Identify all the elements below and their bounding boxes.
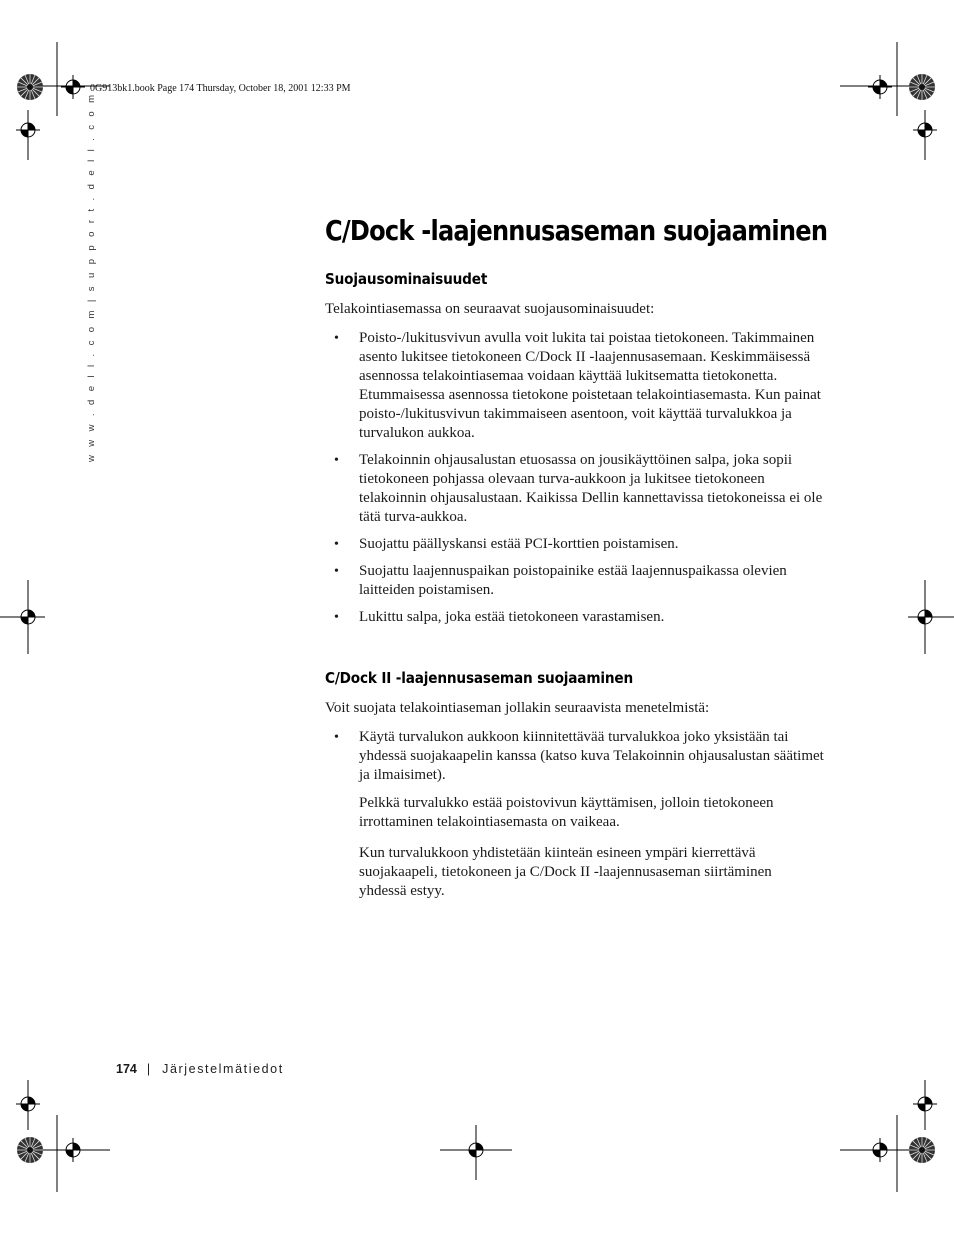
page-number: 174 <box>116 1062 137 1076</box>
list-item <box>325 562 825 600</box>
bullet-glyph: • <box>334 537 339 552</box>
section-heading-security-features: Suojausominaisuudet <box>325 270 488 288</box>
list-item <box>325 451 825 527</box>
page-footer <box>116 1062 284 1076</box>
list-item <box>325 329 825 443</box>
section-heading-cdock-security: C/Dock II -laajennusaseman suojaaminen <box>325 669 634 687</box>
page-title: C/Dock -laajennusaseman suojaaminen <box>325 214 828 247</box>
list-item-text: Käytä turvalukon aukkoon kiinnitettävää turvalukkoa joko yksistään tai yhdessä suojakaapelin kanssa (katso kuva Telakoinnin ohjausalustan säätimet ja ilmaisimet). <box>359 729 824 783</box>
list-item <box>325 728 825 785</box>
list-item-text: Poisto-/lukitusvivun avulla voit lukita tai poistaa tietokoneen. Takimmainen asento lukitsee tietokoneen C/Dock II -laajennusasemaan. Keskimmäisessä asennossa telakointiasemaa voidaan käyttää lukitsematta tietokonetta. Etummaisessa asennossa tietokone poistetaan telakointiasemasta. Kun painat poisto-/lukitusvivun takimmaiseen asentoon, voit käyttää turvalukkoa ja turvalukon aukkoa. <box>359 330 821 441</box>
bullet-glyph: • <box>334 610 339 625</box>
bullet-glyph: • <box>334 730 339 745</box>
paragraph-lock-only: Pelkkä turvalukko estää poistovivun käyttämisen, jolloin tietokoneen irrottaminen telakointiasemasta on vaikeaa. <box>359 795 774 830</box>
list-item-text: Telakoinnin ohjausalustan etuosassa on jousikäyttöinen salpa, joka sopii tietokoneen pohjassa olevaan turva-aukkoon ja lukitsee tietokoneen telakoinnin ohjausalustaan. Kaikissa Dellin kannettavissa tietokoneissa ei ole tätä turva-aukkoa. <box>359 452 823 525</box>
security-features-list <box>325 329 825 635</box>
bullet-glyph: • <box>334 564 339 579</box>
side-url-text: w w w . d e l l . c o m | s u p p o r t . d e l l . c o m <box>86 92 97 462</box>
file-info-header: 0G913bk1.book Page 174 Thursday, October 18, 2001 12:33 PM <box>90 83 351 94</box>
section-intro: Voit suojata telakointiaseman jollakin seuraavista menetelmistä: <box>325 700 710 716</box>
security-methods-list <box>325 728 825 793</box>
paragraph-lock-with-cable: Kun turvalukkoon yhdistetään kiinteän esineen ympäri kierrettävä suojakaapeli, tietokoneen ja C/Dock II -laajennusaseman siirtäminen yhdessä estyy. <box>359 845 772 899</box>
footer-separator: | <box>146 1062 151 1076</box>
section-intro: Telakointiasemassa on seuraavat suojausominaisuudet: <box>325 301 655 317</box>
list-item-text: Suojattu päällyskansi estää PCI-korttien poistamisen. <box>359 536 679 552</box>
list-item <box>325 535 825 554</box>
bullet-glyph: • <box>334 331 339 346</box>
list-item-text: Suojattu laajennuspaikan poistopainike estää laajennuspaikassa olevien laitteiden poistamisen. <box>359 563 787 598</box>
list-item <box>325 608 825 627</box>
bullet-glyph: • <box>334 453 339 468</box>
footer-section-name: Järjestelmätiedot <box>162 1062 284 1076</box>
list-item-text: Lukittu salpa, joka estää tietokoneen varastamisen. <box>359 609 665 625</box>
